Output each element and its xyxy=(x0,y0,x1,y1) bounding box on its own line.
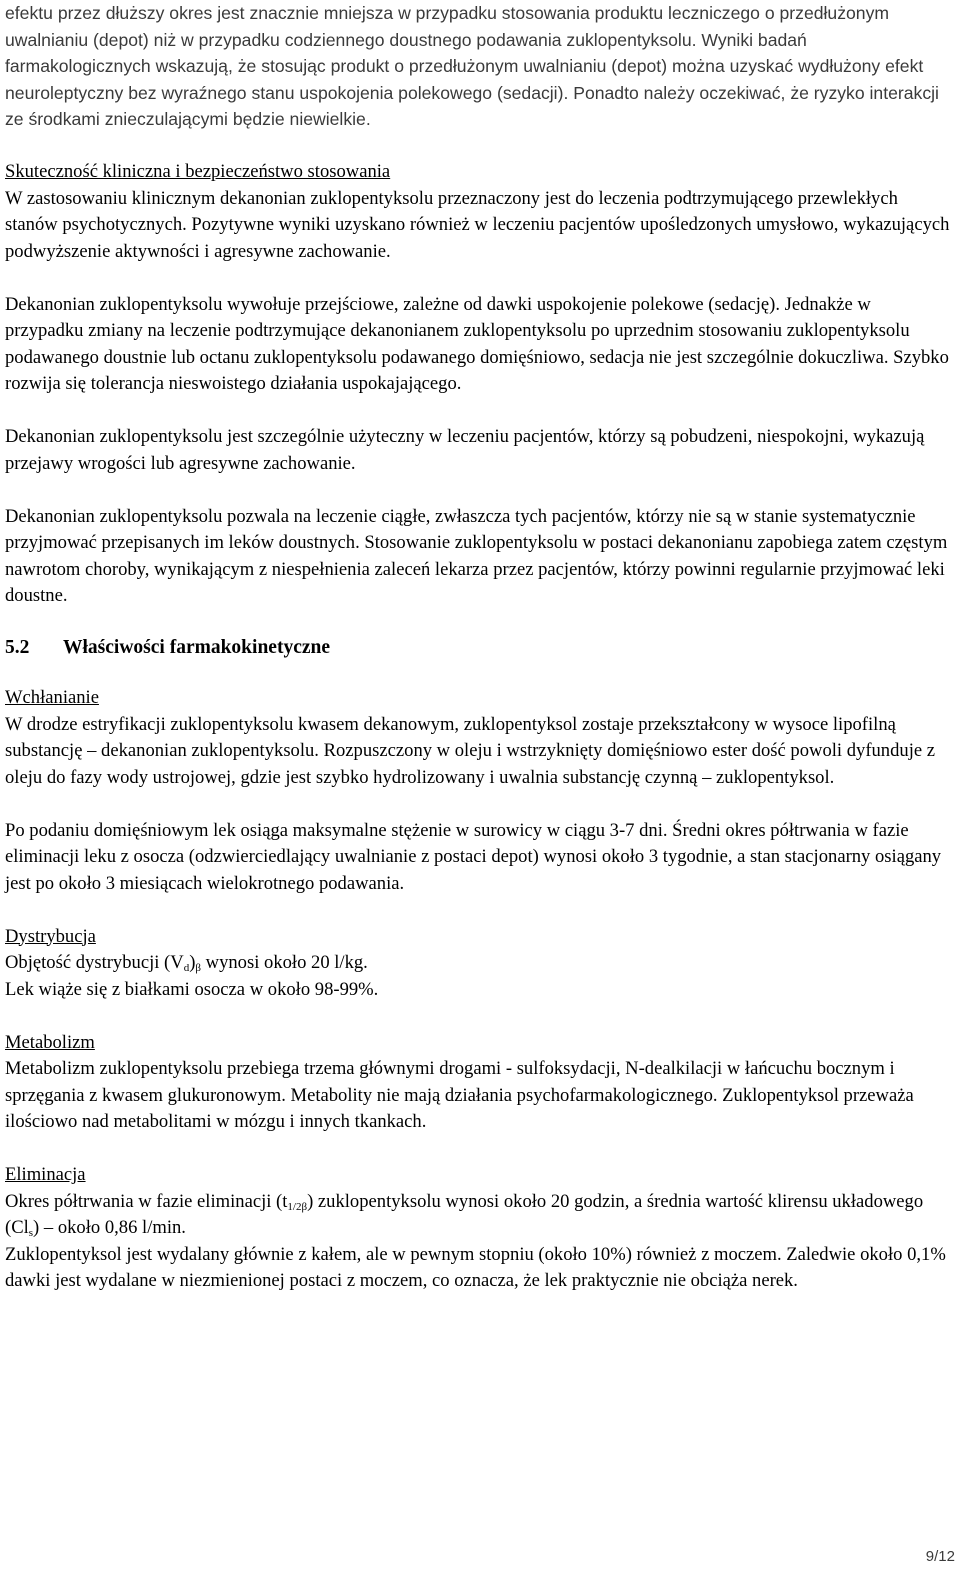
elimination-paragraph-2: Zuklopentyksol jest wydalany głównie z kałem, ale w pewnym stopniu (około 10%) również z moczem. Zaledwie około 0,1% dawki jest wydalane w niezmienionej postaci z moczem, co oznacza, że lek praktycznie nie obciąża nerek. xyxy=(5,1243,946,1291)
efficacy-paragraph-1: W zastosowaniu klinicznym dekanonian zuklopentyksolu przeznaczony jest do leczenia podtrzymującego przewlekłych stanów psychotycznych. Pozytywne wyniki uzyskano również w leczeniu pacjentów upośledzonych umysłowo, wykazujących podwyższenie aktywności i agresywne zachowanie. xyxy=(5,187,950,262)
efficacy-paragraph-4: Dekanonian zuklopentyksolu pozwala na leczenie ciągłe, zwłaszcza tych pacjentów, którzy nie są w stanie systematycznie przyjmować przepisanych im leków doustnych. Stosowanie zuklopentyksolu w postaci dekanonianu zapobiega zatem częstym nawrotom choroby, wynikającym z niespełnienia zaleceń lekarza przez pacjentów, którzy powinni regularnie przyjmować leki doustne. xyxy=(5,505,948,606)
metabolism-section xyxy=(5,1030,950,1136)
section-heading xyxy=(5,635,950,662)
elimination-text-b: ) zuklopentyksolu wynosi około 20 godzin, a średnia wartość klirensu układowego (Cl xyxy=(5,1190,924,1238)
efficacy-paragraph-3: Dekanonian zuklopentyksolu jest szczególnie użyteczny w leczeniu pacjentów, którzy są pobudzeni, niespokojni, wykazują przejawy wrogości lub agresywne zachowanie. xyxy=(5,426,925,474)
metabolism-paragraph: Metabolizm zuklopentyksolu przebiega trzema głównymi drogami - sulfoksydacji, N-dealkilacji w łańcuchu bocznym i sprzęgania z kwasem glukuronowym. Metabolity nie mają działania psychofarmakologicznego. Zuklopentyksol przeważa ilościowo nad metabolitami w mózgu i innych tkankach. xyxy=(5,1058,914,1132)
distribution-subscript-beta: β xyxy=(195,962,201,974)
distribution-protein-binding: Lek wiąże się z białkami osocza w około 98-99%. xyxy=(5,978,379,1000)
document-page xyxy=(5,0,950,1295)
absorption-section xyxy=(5,685,950,791)
section-number: 5.2 xyxy=(5,636,30,658)
page-number: 9/12 xyxy=(925,1548,955,1565)
intro-paragraph: efektu przez dłuższy okres jest znacznie mniejsza w przypadku stosowania produktu leczniczego o przedłużonym uwalnianiu (depot) niż w przypadku codziennego doustnego podawania zuklopentyksolu. Wyniki badań farmakologicznych wskazują, że stosując produkt o przedłużonym uwalnianiu (depot) można uzyskać wydłużony efekt neuroleptyczny bez wyraźnego stanu uspokojenia polekowego (sedacji). Ponadto należy oczekiwać, że ryzyko interakcji ze środkami znieczulającymi będzie niewielkie. xyxy=(5,3,939,129)
efficacy-heading: Skuteczność kliniczna i bezpieczeństwo stosowania xyxy=(5,161,391,182)
elimination-subscript-half-beta: 1/2β xyxy=(287,1200,308,1213)
distribution-volume-paren: ) xyxy=(189,952,196,973)
absorption-heading: Wchłanianie xyxy=(5,687,99,708)
elimination-half-life xyxy=(5,1189,950,1242)
distribution-subscript-d: d xyxy=(183,962,190,974)
elimination-section xyxy=(5,1162,950,1295)
distribution-heading: Dystrybucja xyxy=(5,925,96,947)
absorption-paragraph-2: Po podaniu domięśniowym lek osiąga maksymalne stężenie w surowicy w ciągu 3-7 dni. Średni okres półtrwania w fazie eliminacji leku z osocza (odzwierciedlający uwalnianie z postaci depot) wynosi około 3 tygodnie, a stan stacjonarny osiągany jest po około 3 miesiącach wielokrotnego podawania. xyxy=(5,819,942,894)
distribution-volume-value: wynosi około 20 l/kg. xyxy=(201,952,368,973)
efficacy-section xyxy=(5,159,950,265)
elimination-text-c: ) – około 0,86 l/min. xyxy=(33,1217,186,1238)
absorption-paragraph-1: W drodze estryfikacji zuklopentyksolu kwasem dekanowym, zuklopentyksol zostaje przekształcony w wysoce lipofilną substancję – dekanonian zuklopentyksolu. Rozpuszczony w oleju i wstrzyknięty domięśniowo ester dość powoli dyfunduje z oleju do fazy wody ustrojowej, gdzie jest szybko hydrolizowany i uwalnia substancję czynną – zuklopentyksol. xyxy=(5,713,936,788)
elimination-subscript-s: s xyxy=(28,1227,34,1239)
metabolism-heading: Metabolizm xyxy=(5,1031,95,1053)
elimination-heading: Eliminacja xyxy=(5,1164,86,1185)
section-title: Właściwości farmakokinetyczne xyxy=(63,636,331,658)
distribution-volume xyxy=(5,950,950,977)
distribution-section xyxy=(5,924,950,1004)
distribution-volume-text: Objętość dystrybucji (V xyxy=(5,952,184,973)
elimination-text-a: Okres półtrwania w fazie eliminacji (t xyxy=(5,1190,288,1212)
efficacy-paragraph-2: Dekanonian zuklopentyksolu wywołuje przejściowe, zależne od dawki uspokojenie polekowe (sedację). Jednakże w przypadku zmiany na leczenie podtrzymujące dekanonianem zuklopentyksolu po uprzednim stosowaniu zuklopentyksolu podawanego doustnie lub octanu zuklopentyksolu podawanego domięśniowo, sedacja nie jest szczególnie dokuczliwa. Szybko rozwija się tolerancja nieswoistego działania uspokajającego. xyxy=(5,293,949,394)
